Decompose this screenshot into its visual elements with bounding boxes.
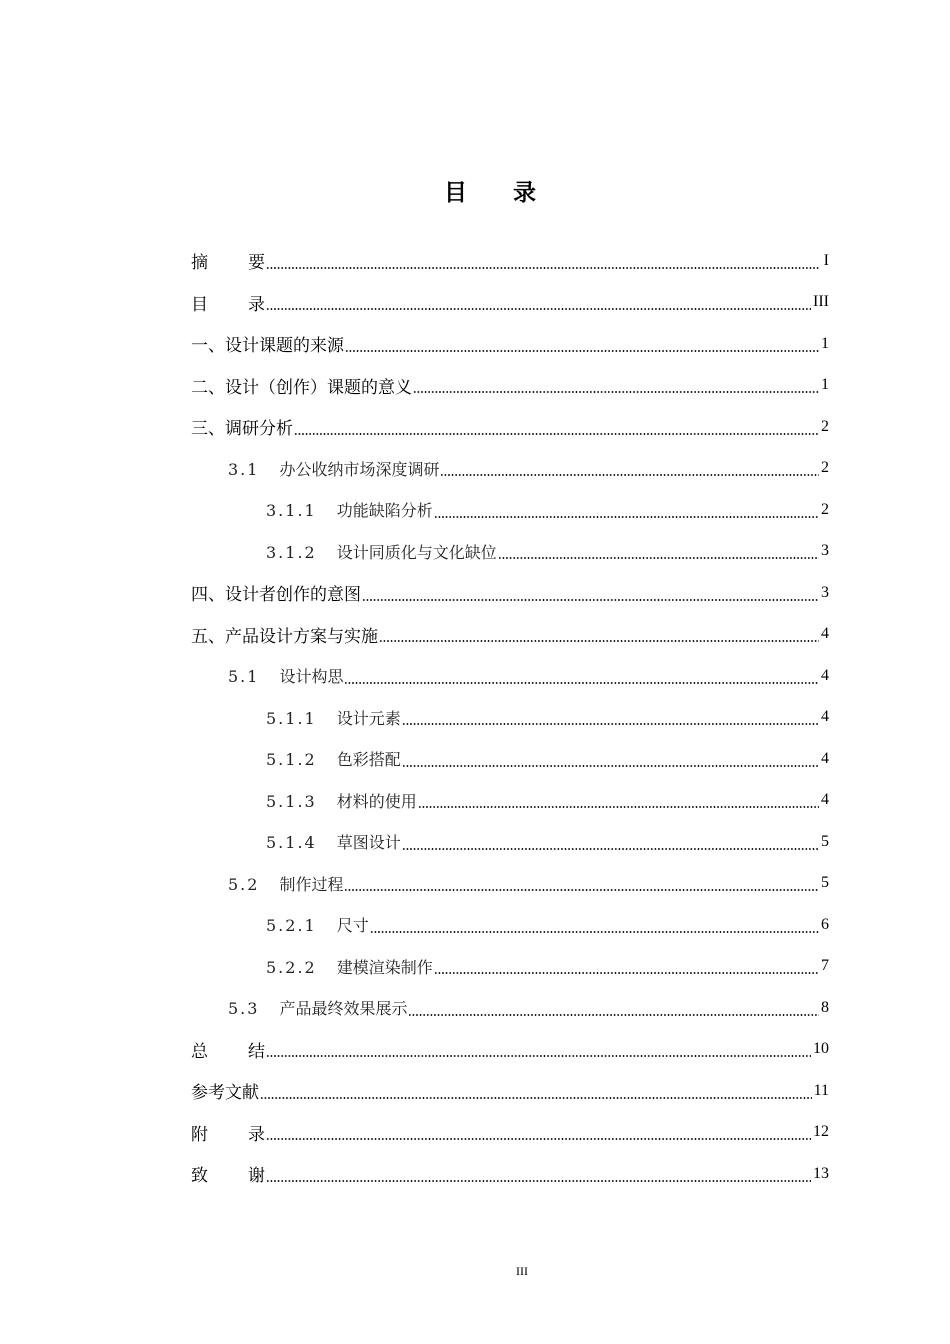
toc-entry-number: 3.1 <box>228 459 260 479</box>
dot-leader <box>266 1180 811 1182</box>
title-char-1: 目 <box>444 180 467 206</box>
toc-entry[interactable] <box>191 1112 829 1154</box>
dot-leader <box>413 391 819 393</box>
toc-entry-page: 1 <box>821 334 829 352</box>
toc-entry-page: 2 <box>821 417 829 435</box>
toc-entry-label <box>191 580 361 605</box>
toc-entry-number: 3.1.2 <box>266 542 317 562</box>
dot-leader <box>294 433 819 435</box>
toc-entry-number: 3.1.1 <box>266 501 317 521</box>
toc-entry-text: 一、设计课题的来源 <box>191 336 344 357</box>
toc-entry-page: 4 <box>821 708 829 726</box>
toc-entry[interactable] <box>191 946 829 988</box>
dot-leader <box>379 640 819 642</box>
toc-entry-text: 色彩搭配 <box>336 750 401 770</box>
dot-leader <box>266 267 819 269</box>
page-title <box>0 176 950 210</box>
toc-entry-page: 11 <box>813 1081 829 1099</box>
toc-entry-text: 材料的使用 <box>336 791 417 811</box>
dot-leader <box>402 723 819 725</box>
toc-entry[interactable] <box>191 531 829 573</box>
toc-entry[interactable] <box>191 697 829 739</box>
toc-entry[interactable] <box>191 240 829 282</box>
dot-leader <box>344 889 819 891</box>
toc-entry-text: 二、设计（创作）课题的意义 <box>191 377 412 398</box>
dot-leader <box>260 1097 812 1099</box>
toc-entry[interactable] <box>191 489 829 531</box>
toc-entry[interactable] <box>191 614 829 656</box>
toc-entry-number: 5.1.1 <box>266 708 317 728</box>
toc-entry-label <box>228 872 343 895</box>
toc-entry-label: 附 录 <box>191 1124 265 1145</box>
toc-entry-number: 5.3 <box>228 999 260 1019</box>
toc-entry-label <box>191 622 378 647</box>
toc-entry-text: 草图设计 <box>336 833 401 853</box>
dot-leader <box>266 1138 811 1140</box>
toc-entry-label <box>191 414 293 439</box>
toc-entry-number: 5.2.1 <box>266 916 317 936</box>
toc-entry-text: 设计元素 <box>336 708 401 728</box>
toc-entry-page: 8 <box>821 998 829 1016</box>
toc-entry[interactable] <box>191 863 829 905</box>
toc-entry-text: 产品最终效果展示 <box>279 999 408 1019</box>
dot-leader <box>402 765 819 767</box>
toc-entry-page: 4 <box>821 749 829 767</box>
toc-entry-text: 制作过程 <box>279 874 344 894</box>
toc-entry-page: III <box>813 293 829 311</box>
dot-leader <box>266 308 811 310</box>
toc-entry-page: I <box>823 251 829 269</box>
toc-entry-text: 五、产品设计方案与实施 <box>191 626 378 647</box>
page-number-footer: III <box>516 1264 528 1278</box>
toc-entry-label <box>191 373 412 398</box>
toc-entry[interactable] <box>191 406 829 448</box>
toc-entry-number: 5.1.3 <box>266 791 317 811</box>
toc-entry-number: 5.1.2 <box>266 750 317 770</box>
toc-entry-label <box>191 331 344 356</box>
toc-entry-page: 6 <box>821 915 829 933</box>
dot-leader <box>434 972 819 974</box>
toc-entry-number: 5.1 <box>228 667 260 687</box>
dot-leader <box>344 682 819 684</box>
dot-leader <box>498 557 819 559</box>
toc-entry-page: 12 <box>813 1123 829 1141</box>
toc-entry-number: 5.2 <box>228 874 260 894</box>
toc-entry-label <box>228 664 343 687</box>
toc-entry-label <box>266 747 401 770</box>
toc-entry-label <box>266 830 401 853</box>
toc-entry-page: 4 <box>821 625 829 643</box>
toc-entry[interactable] <box>191 323 829 365</box>
toc-entry-text: 建模渲染制作 <box>336 957 433 977</box>
toc-entry-text: 三、调研分析 <box>191 419 293 440</box>
toc-entry-page: 10 <box>813 1040 829 1058</box>
dot-leader <box>418 806 819 808</box>
toc-entry-text: 功能缺陷分析 <box>336 501 433 521</box>
toc-entry-page: 5 <box>821 874 829 892</box>
dot-leader <box>266 1055 811 1057</box>
toc-entry-label <box>266 498 433 521</box>
dot-leader <box>408 1014 819 1016</box>
toc-entry-page: 4 <box>821 666 829 684</box>
dot-leader <box>402 848 819 850</box>
toc-entry[interactable] <box>191 572 829 614</box>
toc-entry-page: 3 <box>821 542 829 560</box>
dot-leader <box>362 599 819 601</box>
toc-entry-text: 办公收纳市场深度调研 <box>279 459 440 479</box>
toc-entry-text: 四、设计者创作的意图 <box>191 585 361 606</box>
toc-entry[interactable] <box>191 282 829 324</box>
toc-entry-text: 参考文献 <box>191 1083 259 1104</box>
toc-entry[interactable] <box>191 1029 829 1071</box>
toc-entry-page: 4 <box>821 791 829 809</box>
toc-entry-page: 2 <box>821 459 829 477</box>
toc-entry-page: 5 <box>821 832 829 850</box>
toc-entry-label <box>228 457 439 480</box>
toc-entry-label <box>266 913 369 936</box>
toc-entry[interactable] <box>191 738 829 780</box>
toc-entry[interactable] <box>191 1070 829 1112</box>
toc-entry-page: 1 <box>821 376 829 394</box>
dot-leader <box>440 474 819 476</box>
toc-entry[interactable] <box>191 904 829 946</box>
toc-entry[interactable] <box>191 1153 829 1195</box>
toc-entry-label: 摘 要 <box>191 253 265 274</box>
dot-leader <box>434 516 819 518</box>
toc-entry-label <box>266 789 417 812</box>
toc-entry-label: 目 录 <box>191 294 265 315</box>
toc-entry-page: 3 <box>821 583 829 601</box>
toc-entry-page: 13 <box>813 1164 829 1182</box>
toc-entry-text: 设计构思 <box>279 667 344 687</box>
table-of-contents <box>191 240 829 1195</box>
toc-entry[interactable] <box>191 655 829 697</box>
dot-leader <box>370 931 819 933</box>
toc-entry[interactable] <box>191 365 829 407</box>
toc-entry[interactable] <box>191 448 829 490</box>
toc-entry[interactable] <box>191 987 829 1029</box>
title-char-2: 录 <box>513 180 536 206</box>
toc-entry-page: 7 <box>821 957 829 975</box>
toc-entry-label <box>228 996 407 1019</box>
toc-entry[interactable] <box>191 821 829 863</box>
toc-entry-label: 致 谢 <box>191 1166 265 1187</box>
toc-entry[interactable] <box>191 780 829 822</box>
toc-entry-page: 2 <box>821 500 829 518</box>
toc-entry-number: 5.1.4 <box>266 833 317 853</box>
toc-entry-text: 尺寸 <box>336 916 369 936</box>
toc-entry-number: 5.2.2 <box>266 957 317 977</box>
toc-entry-label <box>266 540 497 563</box>
toc-entry-label <box>266 706 401 729</box>
toc-entry-label <box>191 1078 259 1103</box>
dot-leader <box>345 350 819 352</box>
toc-entry-label: 总 结 <box>191 1041 265 1062</box>
toc-entry-label <box>266 955 433 978</box>
toc-entry-text: 设计同质化与文化缺位 <box>336 542 497 562</box>
